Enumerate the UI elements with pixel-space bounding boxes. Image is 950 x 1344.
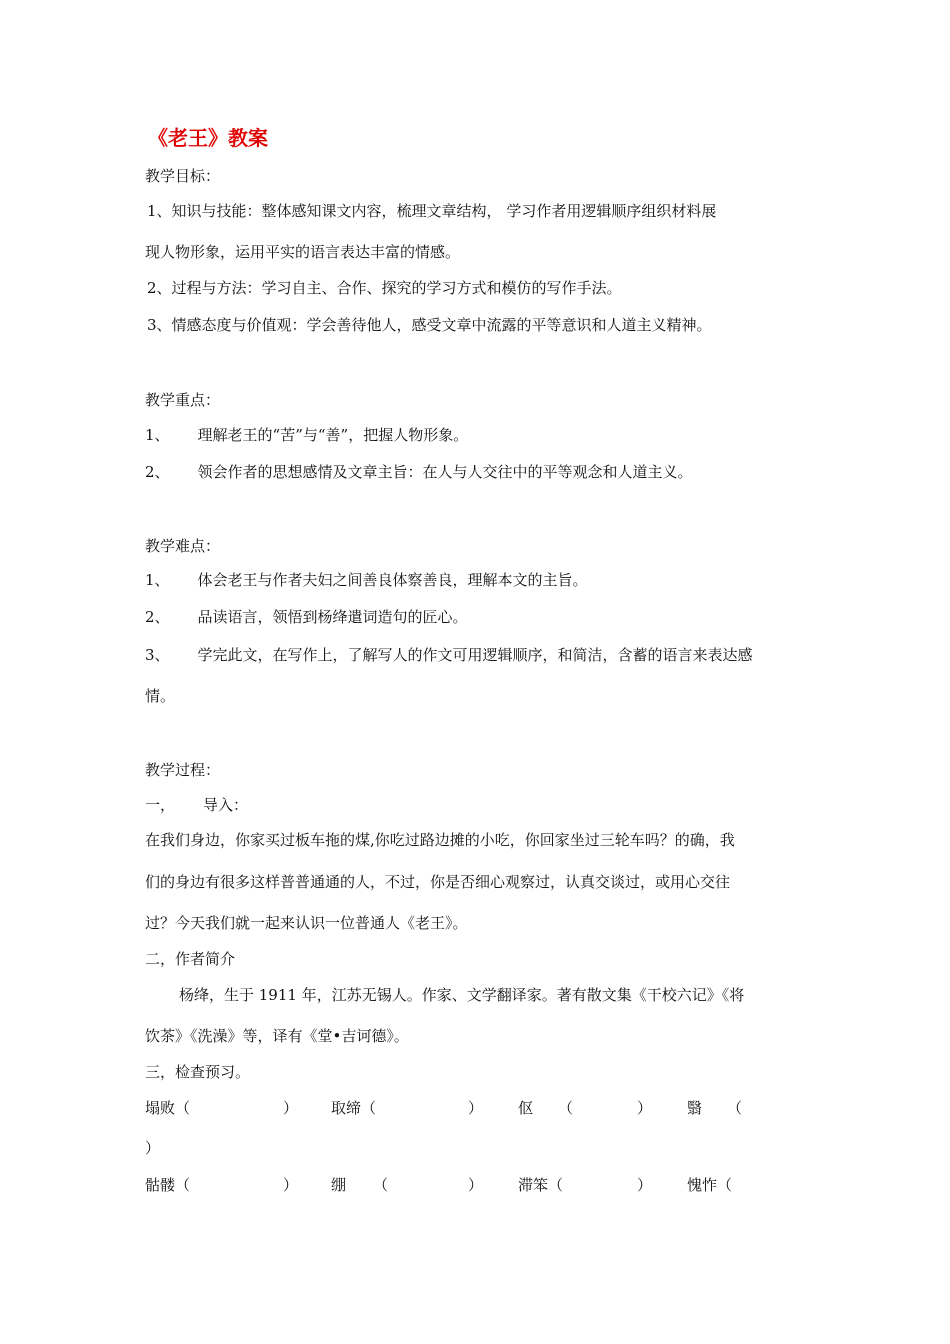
vocab-4-word: 翳 xyxy=(687,1099,703,1117)
key-point-2-text: 领会作者的思想感情及文章主旨：在人与人交往中的平等观念和人道主义。 xyxy=(197,463,693,481)
vocab-1-close: ） xyxy=(283,1099,299,1117)
vocab-6-word: 绷 xyxy=(331,1176,347,1194)
step-2: 二，作者简介 xyxy=(145,950,236,968)
objective-2: 2、过程与方法：学习自主、合作、探究的学习方式和模仿的写作手法。 xyxy=(147,279,622,297)
vocab-8-word: 愧怍（ xyxy=(687,1176,733,1194)
intro-line-2: 们的身边有很多这样普普通通的人，不过，你是否细心观察过，认真交谈过，或用心交往 xyxy=(145,873,731,891)
vocab-2-close: ） xyxy=(468,1099,484,1117)
difficulty-1-text: 体会老王与作者夫妇之间善良体察善良，理解本文的主旨。 xyxy=(197,571,588,589)
objective-3: 3、情感态度与价值观：学会善待他人，感受文章中流露的平等意识和人道主义精神。 xyxy=(147,316,712,334)
vocab-6-close: ） xyxy=(468,1176,484,1194)
vocab-3-open: （ xyxy=(558,1099,574,1117)
vocab-3-close: ） xyxy=(637,1099,653,1117)
vocab-4-open: （ xyxy=(727,1099,743,1117)
vocab-3-word: 伛 xyxy=(518,1099,534,1117)
key-point-2-number: 2、 xyxy=(145,463,170,481)
difficulty-1 xyxy=(145,570,588,590)
key-points-heading: 教学重点： xyxy=(145,391,221,409)
objectives-heading: 教学目标： xyxy=(145,167,221,185)
step-3: 三，检查预习。 xyxy=(145,1063,251,1081)
difficulty-2-text: 品读语言，领悟到杨绛遣词造句的匠心。 xyxy=(197,608,468,626)
step-1 xyxy=(145,795,248,815)
key-point-1 xyxy=(145,425,468,445)
author-line-1: 杨绛，生于 1911 年，江苏无锡人。作家、文学翻译家。著有散文集《干校六记》《将 xyxy=(179,986,745,1004)
key-point-1-number: 1、 xyxy=(145,426,170,444)
vocab-1-word: 塌败（ xyxy=(145,1099,191,1117)
step-1-label: 导入： xyxy=(203,796,249,814)
difficulties-heading: 教学难点： xyxy=(145,537,221,555)
vocab-6-open: （ xyxy=(373,1176,389,1194)
intro-line-3: 过？今天我们就一起来认识一位普通人《老王》。 xyxy=(145,914,468,932)
vocab-4-close: ） xyxy=(145,1139,161,1157)
vocab-5-close: ） xyxy=(283,1176,299,1194)
key-point-2 xyxy=(145,462,693,482)
difficulty-1-number: 1、 xyxy=(145,571,170,589)
difficulty-2-number: 2、 xyxy=(145,608,170,626)
difficulty-3 xyxy=(145,645,753,665)
author-line-2: 饮茶》《洗澡》等，译有《堂•吉诃德》。 xyxy=(145,1027,409,1045)
key-point-1-text: 理解老王的“苦”与“善”，把握人物形象。 xyxy=(197,426,469,444)
step-1-number: 一， xyxy=(145,796,176,814)
vocab-2-word: 取缔（ xyxy=(331,1099,377,1117)
difficulty-3-number: 3、 xyxy=(145,646,170,664)
difficulty-3-text: 学完此文，在写作上，了解写人的作文可用逻辑顺序，和简洁，含蓄的语言来表达感 xyxy=(197,646,753,664)
vocab-7-close: ） xyxy=(637,1176,653,1194)
document-title: 《老王》教案 xyxy=(148,126,268,150)
vocab-5-word: 骷髅（ xyxy=(145,1176,191,1194)
difficulty-2 xyxy=(145,607,468,627)
objective-1-line-2: 现人物形象，运用平实的语言表达丰富的情感。 xyxy=(145,243,461,261)
difficulty-3-continuation: 情。 xyxy=(145,687,176,705)
vocab-7-word: 滞笨（ xyxy=(518,1176,564,1194)
intro-line-1: 在我们身边，你家买过板车拖的煤,你吃过路边摊的小吃，你回家坐过三轮车吗？的确，我 xyxy=(145,831,735,849)
objective-1-line-1: 1、知识与技能：整体感知课文内容，梳理文章结构， 学习作者用逻辑顺序组织材料展 xyxy=(147,202,717,220)
process-heading: 教学过程： xyxy=(145,761,221,779)
